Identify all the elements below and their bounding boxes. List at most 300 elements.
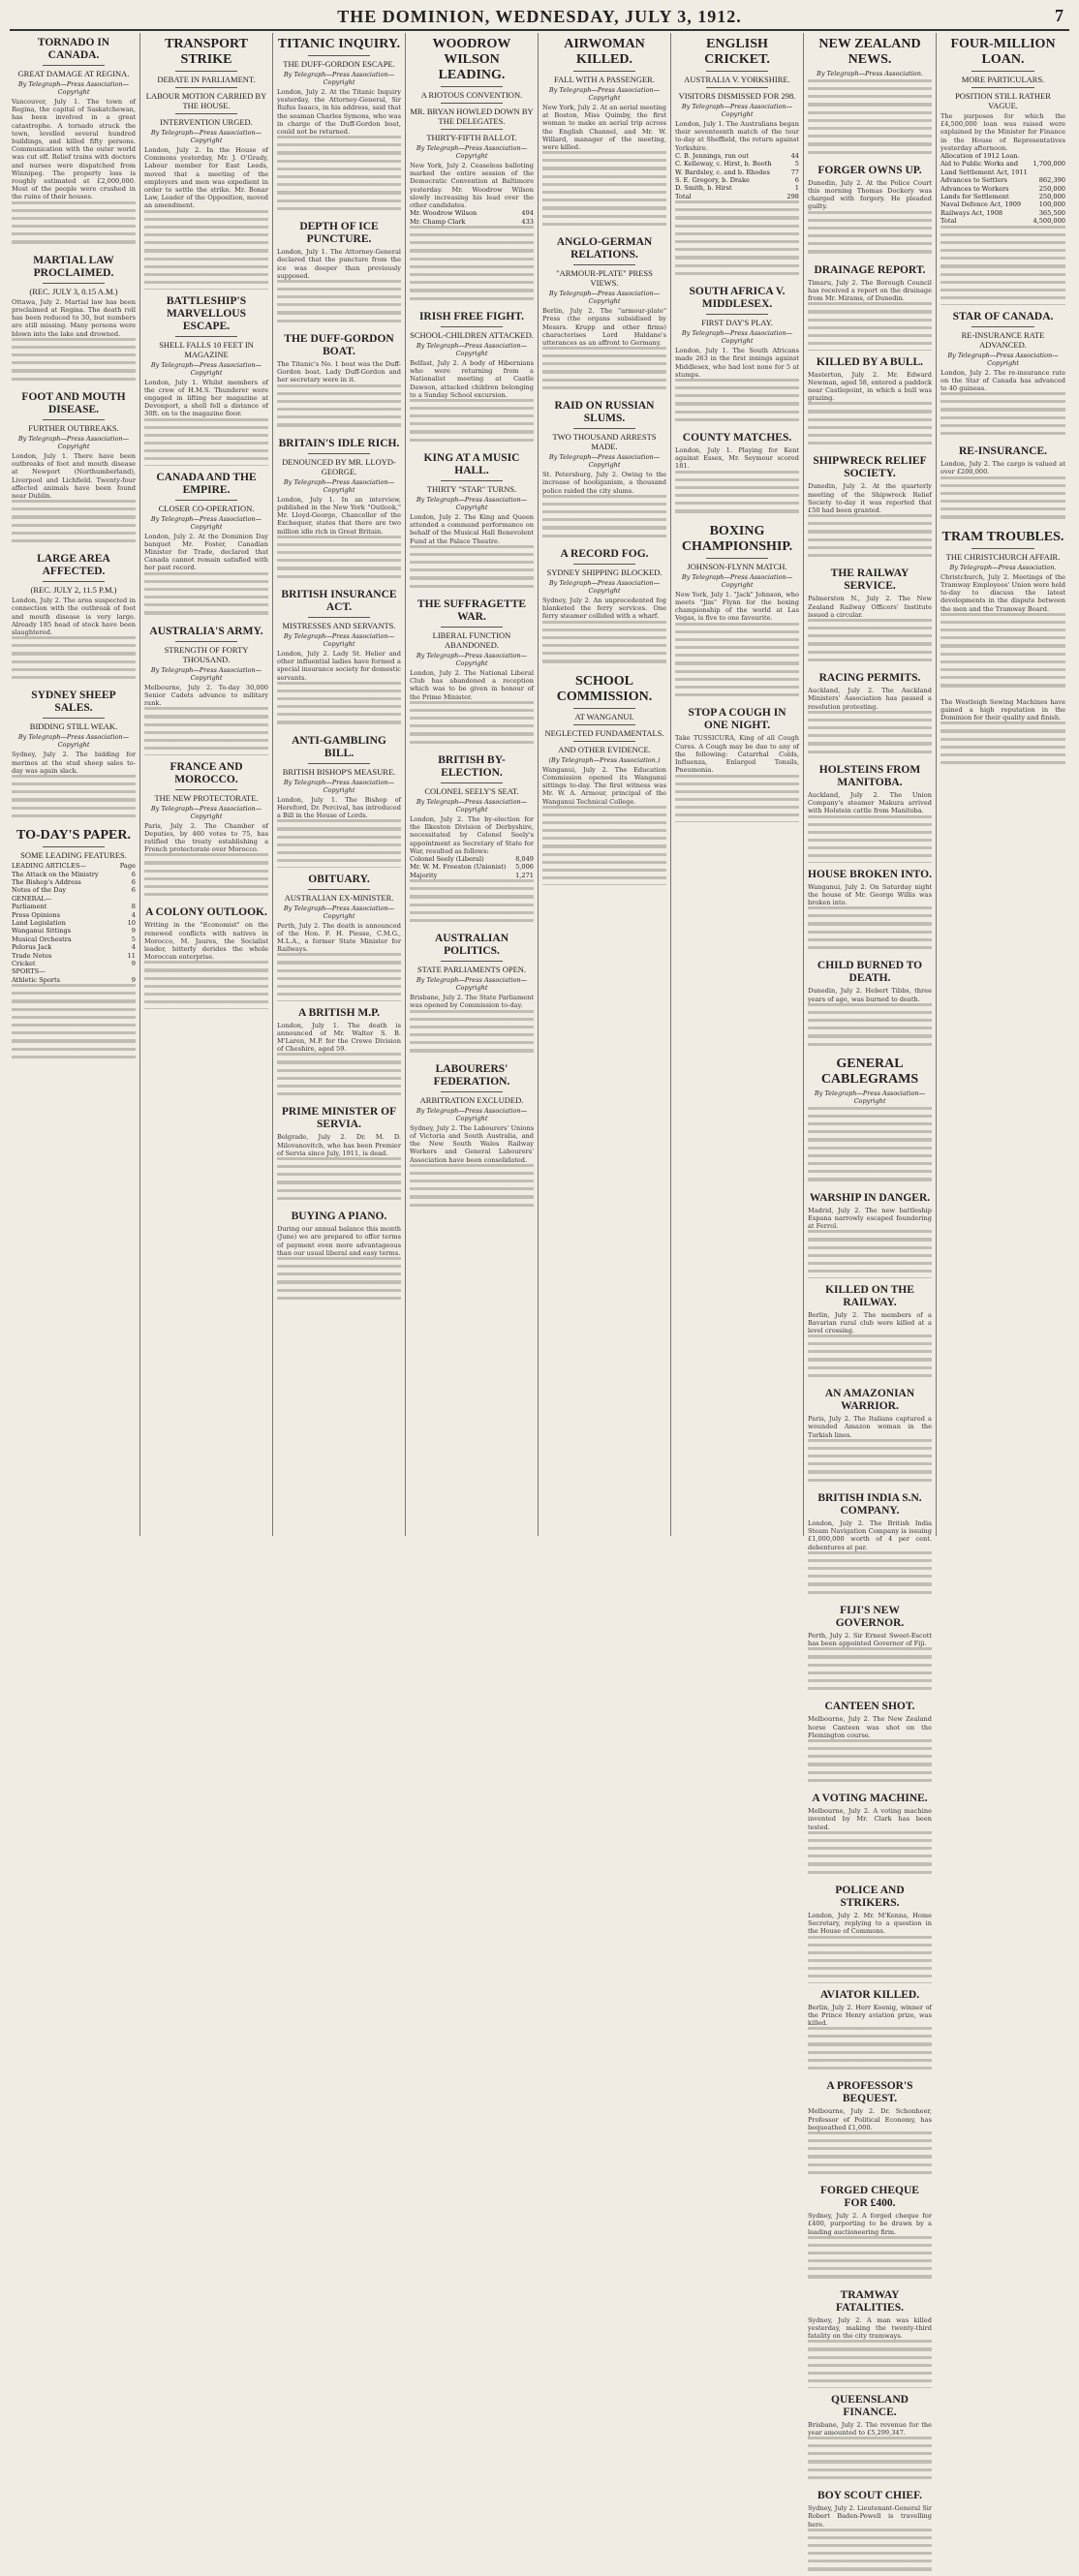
- text-lines: [12, 209, 136, 217]
- text-lines: [277, 1069, 401, 1077]
- text-lines: [940, 484, 1065, 492]
- article: [277, 1007, 401, 1101]
- divider-rule: [441, 129, 503, 130]
- article: [808, 1605, 932, 1696]
- text-lines: [277, 559, 401, 567]
- wire-credit: By Telegraph—Press Association—Copyright: [814, 1089, 926, 1105]
- list-item: [675, 152, 799, 160]
- text-lines: [808, 1374, 932, 1382]
- list-value: 4: [131, 943, 136, 952]
- text-lines: [940, 753, 1065, 761]
- text-lines: [940, 761, 1065, 769]
- subheadline: POSITION STILL RATHER VAGUE.: [955, 91, 1051, 110]
- article-body: Sydney, July 2. Lieutenant-General Sir Robert Baden-Powell is travelling here.: [808, 2504, 932, 2529]
- text-lines: [808, 2560, 932, 2567]
- article: [675, 707, 799, 821]
- text-lines: [542, 861, 666, 869]
- headline: FORGER OWNS UP.: [817, 164, 922, 176]
- text-lines: [277, 828, 401, 836]
- text-lines: [808, 2536, 932, 2544]
- text-lines: [12, 370, 136, 378]
- headline: CANADA AND THE EMPIRE.: [156, 471, 257, 496]
- list-item: [12, 862, 136, 870]
- text-lines: [277, 320, 401, 327]
- article-body: Brisbane, July 2. The State Parliament was opened by Commission to-day.: [410, 994, 535, 1010]
- subheadline: THIRTY "STAR" TURNS.: [426, 484, 517, 495]
- text-lines: [675, 693, 799, 701]
- divider-rule: [573, 71, 635, 72]
- list-label: Total: [940, 217, 957, 226]
- article: [542, 400, 666, 542]
- headline: THE SUFFRAGETTE WAR.: [416, 598, 527, 623]
- article-body: Wanganui, July 2. On Saturday night the house of Mr. George Willis was broken into.: [808, 882, 932, 907]
- list-item: [12, 935, 136, 943]
- text-lines: [277, 543, 401, 551]
- subheadline: AT WANGANUI.: [574, 711, 634, 721]
- text-lines: [808, 2156, 932, 2163]
- headline: THE DUFF-GORDON BOAT.: [284, 333, 394, 358]
- text-lines: [675, 418, 799, 426]
- text-lines: [410, 1172, 534, 1180]
- divider-rule: [308, 55, 370, 56]
- text-lines: [808, 1262, 932, 1270]
- headline: CHILD BURNED TO DEATH.: [817, 960, 923, 985]
- headline: AIRWOMAN KILLED.: [564, 37, 645, 67]
- wire-credit: By Telegraph—Press Association—Copyright: [283, 778, 395, 794]
- text-lines: [808, 1334, 932, 1342]
- text-lines: [277, 843, 401, 851]
- article-body: London, July 2. The King and Queen attended a command performance on behalf of the Musical Hall Benevolent Fund at the Palace Theatre.: [410, 513, 534, 545]
- article: [410, 452, 534, 593]
- text-lines: [808, 234, 932, 242]
- list-label: Naval Defence Act, 1909: [940, 200, 1022, 209]
- headline: SYDNEY SHEEP SALES.: [31, 690, 116, 715]
- text-lines: [808, 546, 932, 554]
- text-lines: [12, 225, 136, 232]
- text-lines: [940, 645, 1065, 653]
- text-lines: [808, 319, 932, 326]
- text-lines: [542, 215, 666, 223]
- list-value: 77: [790, 168, 799, 176]
- article-body: Berlin, July 2. Herr Koenig, winner of the Prince Henry aviation prize, was killed.: [808, 2003, 932, 2028]
- text-lines: [277, 993, 401, 1000]
- headline: TORNADO IN CANADA.: [37, 37, 110, 61]
- text-lines: [542, 362, 666, 370]
- article: [12, 828, 136, 1063]
- subheadline: BRITISH BISHOP'S MEASURE.: [282, 766, 396, 777]
- divider-rule: [43, 419, 105, 420]
- wire-credit: By Telegraph—Press Association—Copyright: [283, 477, 395, 494]
- text-lines: [808, 326, 932, 334]
- text-lines: [410, 290, 534, 297]
- subheadline: SHELL FALLS 10 FEET IN MAGAZINE: [159, 339, 254, 359]
- subheadline: AND OTHER EVIDENCE.: [558, 744, 651, 754]
- text-lines: [808, 1855, 932, 1862]
- text-lines: [808, 1027, 932, 1034]
- headline: A COLONY OUTLOOK.: [145, 906, 267, 919]
- article-body: London, July 2. The cargo is valued at over £200,000.: [940, 460, 1065, 476]
- text-lines: [808, 1043, 932, 1051]
- list-label: Musical Orchestra: [12, 935, 72, 943]
- text-lines: [277, 1165, 401, 1173]
- page-number: 7: [1055, 6, 1064, 25]
- headline: STAR OF CANADA.: [952, 310, 1054, 322]
- text-lines: [808, 1656, 932, 1664]
- text-lines: [277, 143, 401, 151]
- wire-credit: By Telegraph—Press Association—Copyright: [150, 360, 262, 377]
- text-lines: [410, 724, 534, 732]
- text-lines: [808, 2379, 932, 2387]
- text-lines: [940, 296, 1065, 304]
- subheadline: DEBATE IN PARLIAMENT.: [157, 75, 256, 84]
- text-lines: [675, 502, 799, 509]
- list-label: Cricket: [12, 960, 36, 967]
- headline: BOY SCOUT CHIEF.: [817, 2490, 922, 2502]
- headline: QUEENSLAND FINANCE.: [831, 2393, 909, 2418]
- text-lines: [277, 962, 401, 969]
- text-lines: [940, 516, 1065, 524]
- text-lines: [542, 527, 666, 535]
- subheadline: FIRST DAY'S PLAY.: [701, 318, 773, 328]
- divider-rule: [308, 763, 370, 764]
- text-lines: [12, 790, 136, 798]
- text-lines: [940, 746, 1065, 753]
- text-lines: [277, 183, 401, 191]
- headline: POLICE AND STRIKERS.: [835, 1884, 905, 1909]
- article-body: The Westleigh Sewing Machines have gained a high reputation in the Dominion for their quality and finish.: [940, 697, 1065, 722]
- article-body: London, July 1. The South Africans made 263 in the first innings against Middlesex, who had lost none for 5 at stumps.: [675, 347, 799, 379]
- text-lines: [277, 721, 401, 729]
- article: [277, 37, 401, 215]
- subheadline: FURTHER OUTBREAKS.: [28, 422, 119, 433]
- text-lines: [144, 977, 268, 985]
- text-lines: [277, 199, 401, 207]
- list-item: [12, 871, 136, 878]
- article: [808, 2394, 932, 2485]
- text-lines: [144, 612, 268, 620]
- text-lines: [277, 424, 401, 432]
- wire-credit: (By Telegraph—Press Association.): [548, 755, 661, 764]
- text-lines: [808, 2259, 932, 2267]
- text-lines: [940, 257, 1065, 264]
- text-lines: [808, 2452, 932, 2460]
- article: [808, 672, 932, 758]
- divider-rule: [441, 782, 503, 783]
- headline: FORGED CHEQUE FOR £400.: [820, 2185, 919, 2210]
- article: [808, 1701, 932, 1787]
- headline: FRANCE AND MOROCCO.: [170, 760, 243, 785]
- text-lines: [144, 853, 268, 861]
- divider-rule: [308, 617, 370, 618]
- text-lines: [675, 510, 799, 518]
- headline: TRAM TROUBLES.: [941, 529, 1064, 544]
- text-lines: [144, 885, 268, 893]
- text-lines: [808, 1755, 932, 1763]
- article-body: London, July 1. Playing for Kent against Essex, Mr. Seymour scored 181.: [675, 446, 799, 471]
- text-lines: [808, 2051, 932, 2059]
- text-lines: [808, 1239, 932, 1246]
- text-lines: [940, 738, 1065, 746]
- headline: DRAINAGE REPORT.: [814, 263, 926, 276]
- text-lines: [12, 1000, 136, 1008]
- article: [12, 553, 136, 684]
- article-body: Wanganui, July 2. The Education Commission opened its Wanganui sittings to-day. The first witness was Mr. W. A. Armour, principal of the Wanganui Technical College.: [542, 765, 666, 806]
- text-lines: [12, 1024, 136, 1031]
- text-lines: [277, 1061, 401, 1069]
- text-lines: [808, 1147, 932, 1154]
- list-value: 11: [127, 951, 136, 960]
- divider-rule: [441, 961, 503, 962]
- text-lines: [542, 347, 666, 354]
- article: [277, 438, 401, 583]
- list-item: [12, 911, 136, 919]
- headline: SHIPWRECK RELIEF SOCIETY.: [813, 455, 927, 480]
- text-lines: [277, 1157, 401, 1165]
- text-lines: [808, 651, 932, 659]
- text-lines: [542, 629, 666, 636]
- text-lines: [12, 782, 136, 790]
- subheadline: STRENGTH OF FORTY THOUSAND.: [164, 644, 249, 664]
- wire-credit: By Telegraph—Press Association—Copyright: [17, 80, 130, 96]
- text-lines: [410, 896, 534, 904]
- divider-rule: [175, 113, 237, 114]
- list-item: [940, 176, 1065, 184]
- text-lines: [808, 514, 932, 522]
- text-lines: [144, 449, 268, 457]
- article: [144, 295, 268, 466]
- subheadline: THE NEW PROTECTORATE.: [154, 792, 259, 803]
- text-lines: [940, 273, 1065, 281]
- text-lines: [808, 151, 932, 159]
- article-body: London, July 1. The Attorney-General declared that the puncture from the ice was deeper than previously supposed.: [277, 248, 401, 280]
- text-lines: [12, 660, 136, 668]
- list-item: [12, 967, 136, 975]
- text-lines: [940, 636, 1065, 644]
- text-lines: [808, 1551, 932, 1559]
- list-value: 1,271: [515, 871, 534, 879]
- subheadline: STATE PARLIAMENTS OPEN.: [416, 965, 527, 975]
- article-body: Sydney, July 2. An unprecedented fog blanketed the ferry services. One ferry steamer collided with a wharf.: [542, 596, 666, 621]
- text-lines: [808, 1583, 932, 1591]
- headline: THE RAILWAY SERVICE.: [830, 567, 909, 593]
- text-lines: [277, 303, 401, 311]
- divider-rule: [573, 264, 635, 265]
- article: [675, 432, 799, 518]
- text-lines: [675, 798, 799, 806]
- text-lines: [808, 643, 932, 651]
- list-label: Athletic Sports: [12, 975, 60, 984]
- divider-rule: [441, 103, 503, 104]
- list-value: 250,000: [1038, 193, 1065, 201]
- subheadline: DENOUNCED BY MR. LLOYD-GEORGE.: [282, 456, 396, 476]
- text-lines: [808, 946, 932, 954]
- text-lines: [410, 281, 534, 289]
- text-lines: [542, 223, 666, 230]
- headline: BRITISH INDIA S.N. COMPANY.: [817, 1491, 922, 1517]
- text-lines: [808, 334, 932, 342]
- text-lines: [277, 697, 401, 705]
- text-lines: [12, 353, 136, 361]
- article-body: London, July 1. The Australians began their seventeenth match of the tour to-day at Sheffield, the return against Yorkshire.: [675, 120, 799, 152]
- article-body: During our annual balance this month (June) we are prepared to offer terms of payment even more advantageous than our usual liberal and easy terms.: [277, 1225, 401, 1257]
- list-item: [675, 169, 799, 176]
- divider-rule: [971, 87, 1034, 88]
- text-lines: [277, 152, 401, 160]
- headline: OBITUARY.: [308, 873, 370, 885]
- headline: TRAMWAY FATALITIES.: [836, 2288, 904, 2314]
- divider-rule: [441, 480, 503, 481]
- article: [410, 1063, 534, 1211]
- list-label: Press Opinions: [12, 910, 61, 919]
- text-lines: [808, 219, 932, 227]
- text-lines: [808, 1559, 932, 1567]
- article-body: London, July 1. In an interview, published in the New York "Outlook," Mr. Lloyd-George, Chancellor of the Exchequer, states that there are two million idle rich in Great Britain.: [277, 495, 401, 536]
- text-lines: [808, 538, 932, 546]
- text-lines: [277, 567, 401, 575]
- article: [675, 286, 799, 426]
- text-lines: [808, 1739, 932, 1747]
- list-value: 44: [790, 151, 799, 160]
- wire-credit: By Telegraph—Press Association—Copyright: [548, 86, 661, 102]
- text-lines: [410, 911, 534, 919]
- article: [940, 698, 1065, 770]
- text-lines: [277, 207, 401, 215]
- list-label: Aid to Public Works and Land Settlement Act, 1911: [940, 160, 1028, 176]
- article: [808, 1192, 932, 1278]
- text-lines: [12, 636, 136, 644]
- text-lines: [940, 424, 1065, 432]
- wire-credit: By Telegraph—Press Association—Copyright: [150, 665, 262, 682]
- text-lines: [808, 554, 932, 562]
- text-lines: [410, 407, 534, 414]
- divider-rule: [43, 65, 105, 66]
- article: [144, 626, 268, 755]
- text-lines: [410, 431, 534, 439]
- text-lines: [12, 378, 136, 385]
- subheadline: LIBERAL FUNCTION ABANDONED.: [432, 629, 511, 650]
- text-lines: [808, 1591, 932, 1599]
- article-body: Perth, July 2. Sir Ernest Sweet-Escott has been appointed Governor of Fiji.: [808, 1631, 932, 1648]
- subheadline: "ARMOUR-PLATE" PRESS VIEWS.: [556, 268, 653, 289]
- text-lines: [808, 1154, 932, 1162]
- text-lines: [808, 1462, 932, 1470]
- text-lines: [12, 1056, 136, 1063]
- text-lines: [940, 416, 1065, 424]
- text-lines: [808, 442, 932, 449]
- article-body: London, July 2. The re-insurance rate on the Star of Canada has advanced to 40 guineas.: [940, 368, 1065, 392]
- text-lines: [12, 984, 136, 992]
- article: [277, 1211, 401, 1304]
- article-body: Melbourne, July 2. The New Zealand horse Canteen was shot on the Flemington course.: [808, 1715, 932, 1739]
- headline: FOUR-MILLION LOAN.: [950, 37, 1056, 67]
- text-lines: [277, 1257, 401, 1265]
- columns: [8, 33, 1071, 2529]
- text-lines: [675, 471, 799, 478]
- wire-credit: By Telegraph—Press Association—Copyright: [681, 572, 793, 589]
- list-label: Wanganui Sittings: [12, 927, 72, 935]
- text-lines: [542, 644, 666, 652]
- divider-rule: [971, 548, 1034, 549]
- text-lines: [542, 845, 666, 853]
- text-lines: [277, 836, 401, 843]
- text-lines: [144, 588, 268, 596]
- headline: GENERAL CABLEGRAMS: [820, 1056, 919, 1087]
- article: [410, 933, 534, 1058]
- text-lines: [675, 264, 799, 272]
- text-lines: [542, 354, 666, 362]
- divider-rule: [175, 336, 237, 337]
- text-lines: [542, 386, 666, 394]
- text-lines: [808, 1366, 932, 1374]
- wire-credit: By Telegraph—Press Association—Copyright: [416, 144, 528, 160]
- text-lines: [808, 2469, 932, 2476]
- text-lines: [808, 2244, 932, 2252]
- text-lines: [410, 439, 534, 446]
- text-lines: [277, 312, 401, 320]
- text-lines: [277, 1281, 401, 1289]
- divider-rule: [308, 453, 370, 454]
- text-lines: [410, 1187, 534, 1195]
- article: [808, 1885, 932, 1983]
- text-lines: [144, 457, 268, 465]
- text-lines: [808, 823, 932, 831]
- text-lines: [277, 1085, 401, 1092]
- article: [277, 1106, 401, 1205]
- article-body: The purposes for which the £4,500,000 loan was raised were explained by the Minister for Finance in the House of Representatives yesterday afternoon.: [940, 112, 1065, 152]
- article: [277, 589, 401, 729]
- text-lines: [410, 273, 534, 281]
- subheadline: MORE PARTICULARS.: [961, 75, 1045, 84]
- text-lines: [277, 1053, 401, 1060]
- text-lines: [542, 159, 666, 167]
- list-label: Total: [675, 192, 692, 200]
- text-lines: [808, 931, 932, 938]
- text-lines: [542, 175, 666, 183]
- text-lines: [410, 265, 534, 273]
- text-lines: [410, 1204, 534, 1211]
- headline: A RECORD FOG.: [560, 547, 649, 560]
- text-lines: [808, 251, 932, 259]
- divider-rule: [441, 86, 503, 87]
- text-lines: [410, 241, 534, 249]
- text-lines: [12, 1008, 136, 1016]
- text-lines: [144, 985, 268, 993]
- article-body: London, July 1. Whilst members of the crew of H.M.S. Thunderer were engaged in lifting her magazine at Devonport, a shell fell a distance of 30ft. on to the magazine floor.: [144, 378, 268, 418]
- list-item: [940, 152, 1065, 160]
- text-lines: [808, 1763, 932, 1771]
- text-lines: [277, 690, 401, 697]
- list-label: Mr. Champ Clark: [410, 217, 466, 226]
- divider-rule: [43, 718, 105, 719]
- text-lines: [144, 426, 268, 434]
- subheadline: ARBITRATION EXCLUDED.: [419, 1094, 524, 1105]
- article: [808, 764, 932, 863]
- article: [808, 2490, 932, 2576]
- headline: A VOTING MACHINE.: [812, 1793, 928, 1805]
- divider-rule: [175, 87, 237, 88]
- text-lines: [808, 531, 932, 538]
- text-lines: [144, 707, 268, 715]
- headline: ANTI-GAMBLING BILL.: [292, 734, 386, 759]
- text-lines: [808, 854, 932, 862]
- text-lines: [542, 853, 666, 861]
- headline: HOLSTEINS FROM MANITOBA.: [818, 763, 921, 788]
- headline: AUSTRALIAN POLITICS.: [434, 933, 509, 958]
- text-lines: [940, 721, 1065, 729]
- article-body: Berlin, July 2. The "armour-plate" Press (the organs subsidised by Messrs. Krupp and other firms) characterises Lord Haldane's utterances as an affront to Germany.: [542, 307, 666, 347]
- text-lines: [144, 877, 268, 885]
- list-value: 4: [131, 910, 136, 919]
